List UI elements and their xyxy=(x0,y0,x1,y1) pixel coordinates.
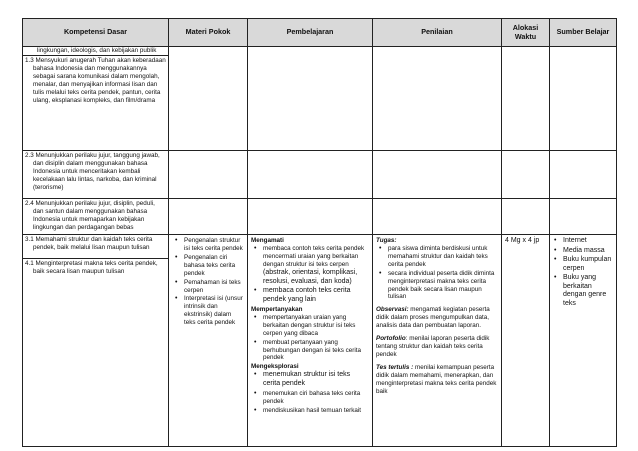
sumber-list xyxy=(551,237,615,308)
table-row xyxy=(23,47,617,151)
syllabus-table xyxy=(22,18,617,447)
mengeksplorasi-heading: Mengeksplorasi xyxy=(251,363,299,371)
kd-cell-1 xyxy=(23,47,169,151)
penilaian-cell: Tugas: • para siswa diminta berdiskusi untuk memahami struktur dan kaidah teks cerita pendek • secara individual peserta didik diminta menginterpretasi makna teks cerita pendek baik secara lisan maupun tulisan Observasi: mengamati kegiatan peserta didik dalam proses mengumpulkan data, analisis data dan pembuatan laporan. Portofolio: menilai laporan peserta didik tentang struktur dan kaidah teks cerita pendek Tes tertulis : menilai kemampuan peserta didik dalam memahami, menerapkan, dan menginterpretasi makna teks cerita pendek baik xyxy=(373,235,502,447)
list-item: • Interpretasi isi (unsur intrinsik dan ekstrinsik) dalam teks cerita pendek xyxy=(172,295,244,327)
list-item: • Pengenalan struktur isi teks cerita pendek xyxy=(172,237,244,253)
list-item: • Buku kumpulan cerpen xyxy=(551,256,615,273)
list-item: • mendiskusikan hasil temuan terkait xyxy=(251,407,369,415)
header-penilaian: Penilaian xyxy=(373,19,502,47)
list-item: • para siswa diminta berdiskusi untuk memahami struktur dan kaidah teks cerita pendek xyxy=(376,245,498,269)
list-item: • membaca contoh teks cerita pendek yang lain xyxy=(251,287,369,305)
pembelajaran-cell: Mengamati • membaca contoh teks cerita pendek mencermati uraian yang berkaitan dengan struktur isi teks cerpen (abstrak, orientasi, komplikasi, resolusi, evaluasi, dan koda) • membaca contoh teks cerita pendek yang lain Mempertanyakan • mempertanyakan uraian yang berkaitan dengan struktur isi teks cerpen yang dibaca • membuat pertanyaan yang berhubungan dengan isi teks cerita pendek Mengeksplorasi • menemukan struktur isi teks cerita pendek • menemukan ciri bahasa teks cerita pendek • mendiskusikan hasil temuan terkait xyxy=(248,235,373,447)
tugas-heading: Tugas: xyxy=(376,237,397,244)
list-item: • Internet xyxy=(551,237,615,246)
header-kompetensi-dasar: Kompetensi Dasar xyxy=(23,19,169,47)
list-item: • Pemahaman isi teks cerpen xyxy=(172,279,244,295)
header-materi-pokok: Materi Pokok xyxy=(169,19,248,47)
kd-4-1: 4.1 Menginterpretasi makna teks cerita pendek, baik secara lisan maupun tulisan xyxy=(25,259,158,275)
kd-2-4: 2.4 Menunjukkan perilaku jujur, disiplin, peduli, dan santun dalam menggunakan bahasa Indonesia untuk memaparkan kebijakan lingkungan dan perdagangan bebas xyxy=(25,200,155,231)
kd-1-3: 1.3 Mensyukuri anugerah Tuhan akan keberadaan bahasa Indonesia dan menggunakannya sebagai sarana komunikasi dalam mengolah, menalar, dan menyajikan informasi lisan dan tulis melalui teks cerita pendek, pantun, cerita ulang, eksplanasi kompleks, dan film/drama xyxy=(25,56,166,104)
list-item: • Media massa xyxy=(551,247,615,256)
kd-3-1: 3.1 Memahami struktur dan kaidah teks cerita pendek, baik melalui lisan maupun tulisan xyxy=(25,236,153,251)
table-row xyxy=(23,151,617,199)
table-header-row xyxy=(23,19,617,47)
list-item: • Buku yang berkaitan dengan genre teks xyxy=(551,274,615,308)
tes-tertulis-label: Tes tertulis : xyxy=(376,363,414,371)
portofolio-label: Portofolio xyxy=(376,335,406,343)
kd-continuation: lingkungan, ideologis, dan kebijakan publik xyxy=(37,47,157,54)
mengamati-heading: Mengamati xyxy=(251,237,284,244)
table-row xyxy=(23,235,617,447)
list-item: • mempertanyakan uraian yang berkaitan dengan struktur isi teks cerpen yang dibaca xyxy=(251,314,369,338)
materi-list xyxy=(172,237,244,327)
table-row xyxy=(23,199,617,235)
list-item: membaca contoh teks cerita pendek xyxy=(263,244,365,252)
materi-cell xyxy=(169,235,248,447)
sumber-cell xyxy=(550,235,617,447)
alokasi-cell: 4 Mg x 4 jp xyxy=(502,235,550,447)
header-sumber-belajar: Sumber Belajar xyxy=(550,19,617,47)
header-pembelajaran: Pembelajaran xyxy=(248,19,373,47)
list-item: • secara individual peserta didik diminta menginterpretasi makna teks cerita pendek baik secara lisan maupun tulisan xyxy=(376,270,498,302)
list-item: • Pengenalan ciri bahasa teks cerita pendek xyxy=(172,254,244,278)
list-item: • menemukan struktur isi teks cerita pendek xyxy=(251,371,369,389)
mempertanyakan-heading: Mempertanyakan xyxy=(251,305,303,313)
header-alokasi-waktu: Alokasi Waktu xyxy=(502,19,550,47)
list-item: • membuat pertanyaan yang berhubungan dengan isi teks cerita pendek xyxy=(251,339,369,363)
list-item: • menemukan ciri bahasa teks cerita pendek xyxy=(251,390,369,406)
kd-2-3: 2.3 Menunjukkan perilaku jujur, tanggung jawab, dan disiplin dalam menggunakan bahasa Indonesia untuk menceritakan kembali kecelakaan lalu lintas, narkoba, dan kriminal (terorisme) xyxy=(25,152,160,191)
observasi-label: Observasi: xyxy=(376,306,409,314)
